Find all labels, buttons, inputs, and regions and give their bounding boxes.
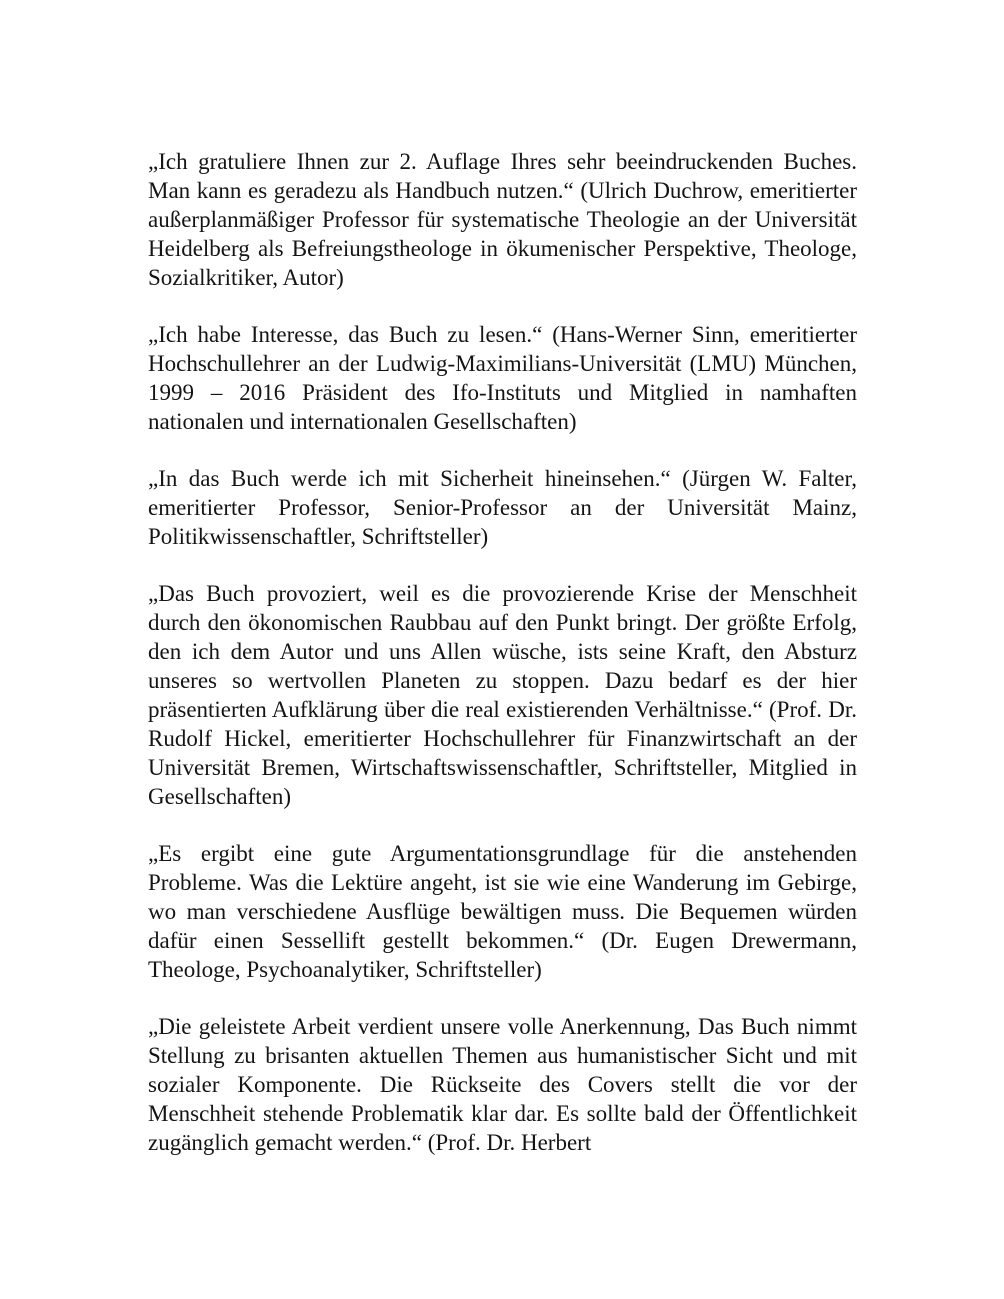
testimonial-herbert: „Die geleistete Arbeit verdient unsere volle Anerkennung, Das Buch nimmt Stellung zu brisanten aktuellen Themen aus humanistischer Sicht und mit sozialer Komponente. Die Rückseite des Covers stellt die vor der Menschheit stehende Problematik klar dar. Es sollte bald der Öffentlichkeit zugänglich gemacht werden.“ (Prof. Dr. Herbert — [148, 1014, 857, 1155]
testimonial-hickel: „Das Buch provoziert, weil es die provozierende Krise der Menschheit durch den ökonomischen Raubbau auf den Punkt bringt. Der größte Erfolg, den ich dem Autor und uns Allen wüsche, ists seine Kraft, den Absturz unseres so wertvollen Planeten zu stoppen. Dazu bedarf es der hier präsentierten Aufklärung über die real existierenden Verhältnisse.“ (Prof. Dr. Rudolf Hickel, emeritierter Hochschullehrer für Finanzwirtschaft an der Universität Bremen, Wirtschaftswissenschaftler, Schriftsteller, Mitglied in Gesellschaften) — [148, 581, 857, 809]
testimonial-falter: „In das Buch werde ich mit Sicherheit hineinsehen.“ (Jürgen W. Falter, emeritierter Professor, Senior-Professor an der Universität Mainz, Politikwissenschaftler, Schriftsteller) — [148, 466, 857, 549]
testimonial-sinn: „Ich habe Interesse, das Buch zu lesen.“ (Hans-Werner Sinn, emeritierter Hochschullehrer an der Ludwig-Maximilians-Universität (LMU) München, 1999 – 2016 Präsident des Ifo-Instituts und Mitglied in namhaften nationalen und internationalen Gesellschaften) — [148, 322, 857, 434]
testimonial-duchrow: „Ich gratuliere Ihnen zur 2. Auflage Ihres sehr beeindruckenden Buches. Man kann es geradezu als Handbuch nutzen.“ (Ulrich Duchrow, emeritierter außerplanmäßiger Professor für systematische Theologie an der Universität Heidelberg als Befreiungstheologe in ökumenischer Perspektive, Theologe, Sozialkritiker, Autor) — [148, 149, 857, 290]
testimonial-drewermann: „Es ergibt eine gute Argumentationsgrundlage für die anstehenden Probleme. Was die Lektüre angeht, ist sie wie eine Wanderung im Gebirge, wo man verschiedene Ausflüge bewältigen muss. Die Bequemen würden dafür einen Sessellift gestellt bekommen.“ (Dr. Eugen Drewermann, Theologe, Psychoanalytiker, Schriftsteller) — [148, 841, 857, 982]
testimonials-text — [148, 147, 857, 1185]
